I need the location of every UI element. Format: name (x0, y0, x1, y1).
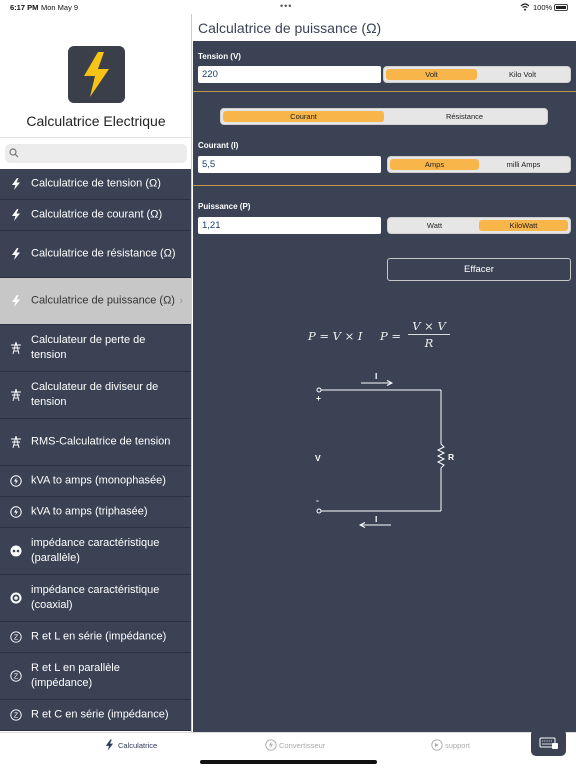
svg-text:Z: Z (13, 712, 19, 720)
voltage-label: V (315, 453, 321, 463)
multitask-dots-icon[interactable]: ••• (280, 1, 293, 11)
pylon-icon (10, 342, 22, 354)
tab-convertisseur[interactable] (279, 741, 325, 750)
tab-support[interactable] (445, 741, 470, 750)
sidebar-item-label: Calculatrice de résistance (Ω) (31, 247, 176, 260)
tension-input[interactable]: 220 (198, 66, 381, 83)
sidebar-item-rl-parallele[interactable] (0, 653, 192, 700)
clear-button[interactable]: Effacer (387, 258, 571, 281)
sidebar-item-label: Calculateur de perte de tension (31, 334, 146, 361)
courant-input[interactable]: 5,5 (198, 156, 381, 173)
puissance-label: Puissance (P) (198, 202, 251, 211)
current-label-top: I (375, 371, 378, 381)
courant-label: Courant (I) (198, 141, 239, 150)
circle-bolt-icon (10, 506, 22, 518)
sidebar-item-label: R et L en série (impédance) (31, 630, 167, 643)
formula-p-vi: P = V × I (308, 329, 363, 343)
mode-courant[interactable]: Courant (223, 111, 384, 122)
sidebar-item-label: RMS-Calculatrice de tension (31, 435, 171, 448)
connector-icon (10, 545, 22, 557)
sidebar-item-label: Calculatrice de tension (Ω) (31, 177, 161, 190)
divider (193, 185, 576, 186)
sidebar-item-label: Calculatrice de courant (Ω) (31, 208, 163, 221)
formula-p-v2r-prefix: P = (380, 329, 402, 343)
bolt-icon (10, 295, 22, 307)
sidebar-item-kva-mono[interactable] (0, 466, 192, 497)
tab-label: support (445, 741, 471, 750)
z-circle-icon (10, 670, 22, 682)
sidebar (0, 14, 192, 732)
sidebar-item-label: kVA to amps (monophasée) (31, 474, 166, 487)
tab-calculatrice[interactable] (118, 741, 157, 750)
app-title: Calculatrice Electrique (26, 113, 166, 129)
puissance-unit-kilowatt[interactable]: KiloWatt (479, 220, 568, 231)
bolt-icon (10, 209, 22, 221)
puissance-unit-watt[interactable]: Watt (426, 221, 443, 230)
coax-icon (10, 592, 22, 604)
tab-bar (0, 732, 576, 768)
calculator-list (0, 169, 192, 731)
sidebar-item-kva-tri[interactable] (0, 497, 192, 528)
sidebar-item-resistance[interactable] (0, 231, 192, 278)
divider (0, 137, 192, 138)
sidebar-item-label: impédance caractéristique (coaxial) (31, 584, 160, 611)
sidebar-item-courant[interactable] (0, 200, 192, 231)
tab-label: Calculatrice (118, 741, 158, 750)
circuit-wires (303, 369, 463, 549)
minus-label: - (316, 495, 319, 505)
courant-unit-amps[interactable]: Amps (390, 159, 479, 170)
resistor-label: R (448, 452, 455, 462)
z-circle-icon (10, 631, 22, 643)
wifi-icon (520, 3, 530, 13)
battery-icon (554, 4, 568, 11)
puissance-output[interactable]: 1,21 (198, 217, 381, 234)
sidebar-item-label: kVA to amps (triphasée) (31, 505, 148, 518)
current-label-bottom: I (375, 514, 378, 524)
keyboard-icon (531, 729, 566, 756)
tab-label: Convertisseur (279, 741, 326, 750)
sidebar-item-label: R et L en parallèle (impédance) (31, 662, 120, 689)
circuit-diagram (303, 369, 463, 549)
search-icon (9, 148, 19, 158)
divider (193, 91, 576, 92)
tension-unit-selector (383, 66, 571, 83)
convert-icon (265, 739, 277, 751)
battery-percent: 100% (533, 3, 553, 12)
status-bar (0, 0, 576, 14)
formula-denominator: R (424, 336, 434, 350)
pylon-icon (10, 389, 22, 401)
mode-selector (220, 108, 548, 125)
bolt-icon (80, 52, 113, 97)
bolt-icon (10, 178, 22, 190)
tension-unit-volt[interactable]: Volt (386, 69, 477, 80)
status-date: Mon May 9 (41, 3, 79, 12)
pylon-icon (10, 436, 22, 448)
courant-unit-selector (387, 156, 571, 173)
z-circle-icon (10, 709, 22, 721)
tension-label: Tension (V) (198, 52, 241, 61)
sidebar-item-puissance[interactable] (0, 278, 192, 325)
main-panel (193, 14, 576, 732)
page-title: Calculatrice de puissance (Ω) (198, 20, 382, 36)
circle-bolt-icon (10, 475, 22, 487)
svg-text:Z: Z (13, 673, 19, 681)
svg-text:Z: Z (13, 634, 19, 642)
sidebar-item-impedance-coaxial[interactable] (0, 575, 192, 622)
bolt-icon (104, 739, 115, 751)
main-header (193, 14, 576, 41)
status-time: 6:17 PM (10, 3, 39, 12)
sidebar-item-label: Calculatrice de puissance (Ω) (31, 294, 175, 307)
mode-resistance[interactable]: Résistance (445, 112, 484, 121)
formula-numerator: V × V (408, 319, 450, 335)
sidebar-item-rl-serie[interactable] (0, 622, 192, 653)
plus-label: + (316, 393, 321, 403)
sidebar-item-label: Calculateur de diviseur de tension (31, 381, 159, 408)
keyboard-toggle-button[interactable] (531, 729, 566, 756)
sidebar-item-rms[interactable] (0, 419, 192, 466)
sidebar-item-diviseur-tension[interactable] (0, 372, 192, 419)
formula-fraction (408, 319, 450, 350)
sidebar-item-impedance-parallele[interactable] (0, 528, 192, 575)
sidebar-item-tension[interactable] (0, 169, 192, 200)
chevron-right-icon: › (179, 295, 183, 307)
bolt-icon (10, 248, 22, 260)
home-indicator (200, 760, 377, 764)
sidebar-item-label: impédance caractéristique (parallèle) (31, 537, 160, 564)
tension-unit-kilovolt[interactable]: Kilo Volt (508, 70, 537, 79)
search-input[interactable] (5, 144, 187, 163)
sidebar-item-label: R et C en série (impédance) (31, 708, 169, 721)
app-logo (68, 46, 125, 103)
sidebar-item-rc-serie[interactable] (0, 700, 192, 731)
courant-unit-milliamps[interactable]: milli Amps (506, 160, 541, 169)
support-icon (431, 739, 443, 751)
puissance-unit-selector (387, 217, 571, 234)
sidebar-item-perte-tension[interactable] (0, 325, 192, 372)
